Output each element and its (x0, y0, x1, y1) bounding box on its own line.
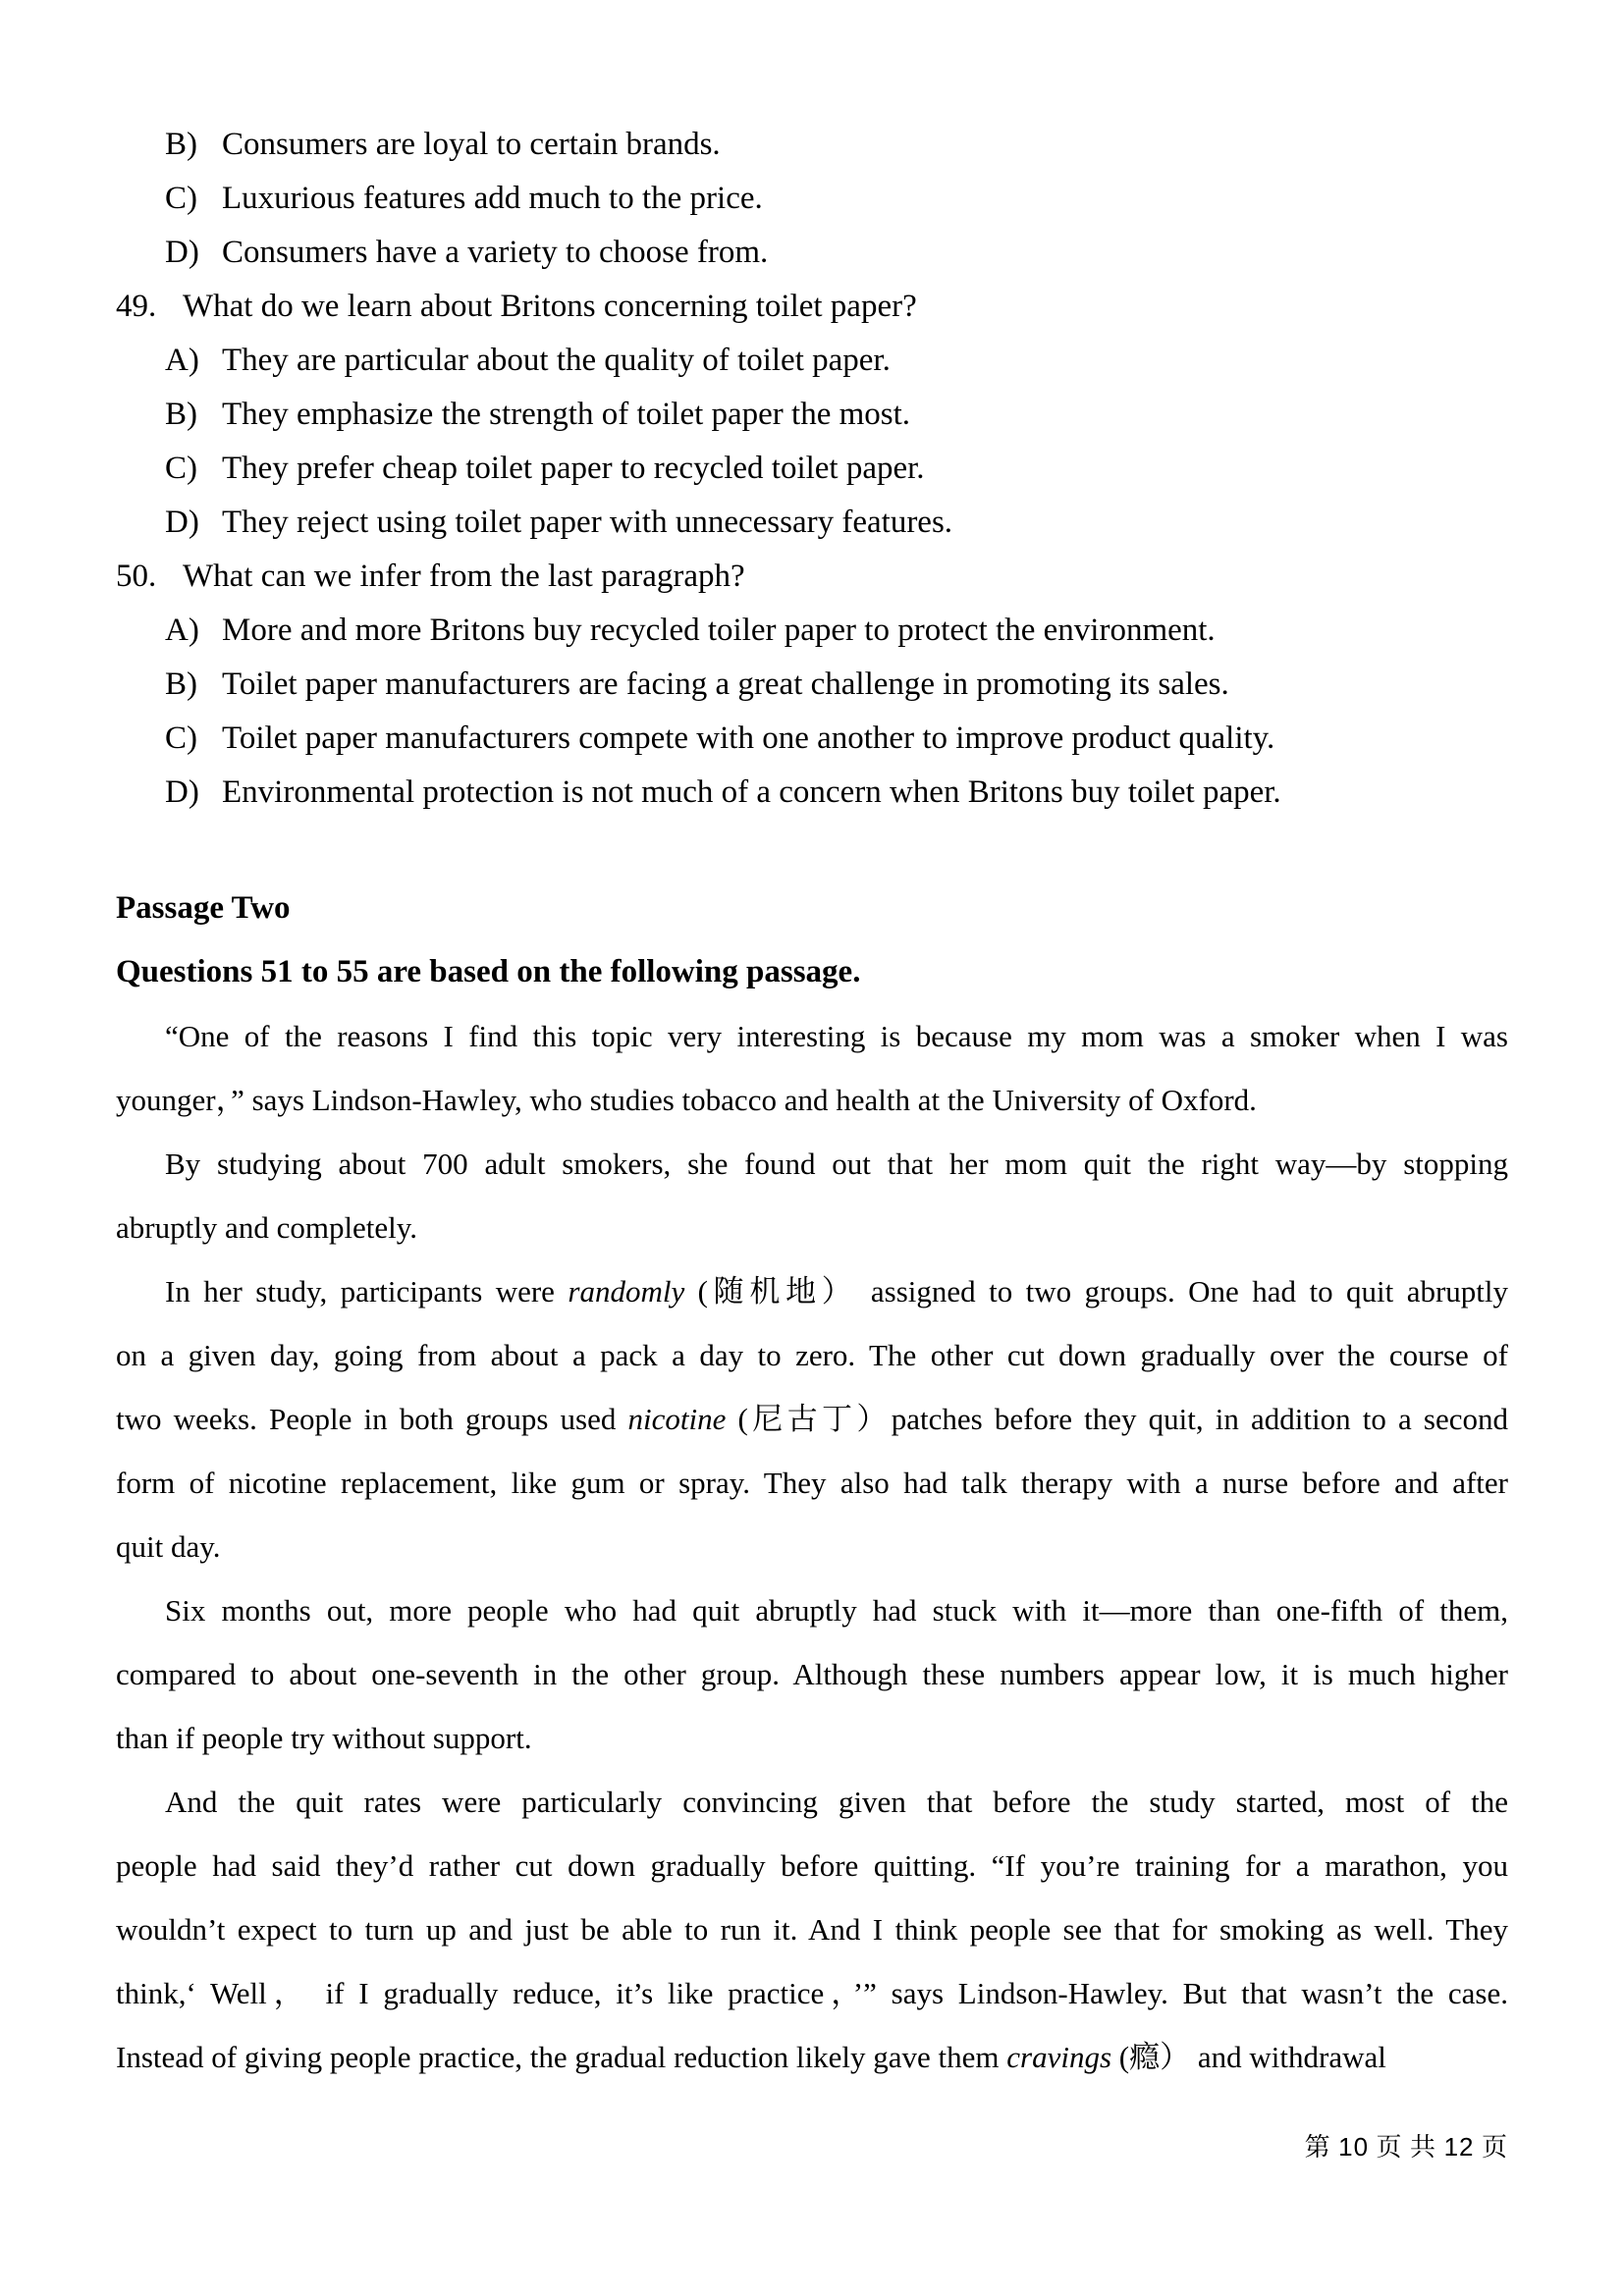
question-option (116, 766, 1508, 820)
page-footer (1305, 2125, 1508, 2169)
question-option (116, 658, 1508, 712)
option-text: They prefer cheap toilet paper to recycled toilet paper. (222, 451, 925, 486)
question-option (116, 496, 1508, 550)
passage-line: abruptly and completely. (116, 1210, 418, 1245)
question-number: 50. (116, 559, 157, 594)
passage-line: wouldn’t expect to turn up and just be able to run it. And I think people see that for smoking as well. They (116, 1912, 1508, 1947)
question-option (116, 226, 1508, 280)
passage-line: on a given day, going from about a pack a day to zero. The other cut down gradually over the course of (116, 1338, 1508, 1372)
question-option (116, 388, 1508, 442)
question-stem (116, 280, 1508, 334)
option-label: B) (165, 397, 197, 432)
italic-term: nicotine (627, 1402, 727, 1436)
option-text: Environmental protection is not much of a concern when Britons buy toilet paper. (222, 774, 1281, 810)
footer-token: 页 (1376, 2133, 1403, 2162)
question-stem (116, 550, 1508, 604)
option-label: A) (165, 613, 199, 648)
option-label: D) (165, 505, 199, 540)
option-text: Luxurious features add much to the price. (222, 181, 763, 216)
question-option (116, 334, 1508, 388)
passage-line: By studying about 700 adult smokers, she found out that her mom quit the right way—by stopping (165, 1147, 1508, 1181)
question-option (116, 118, 1508, 172)
italic-term: cravings (1006, 2040, 1112, 2074)
option-label: A) (165, 343, 199, 378)
question-number: 49. (116, 289, 157, 324)
passage-line: than if people try without support. (116, 1721, 532, 1755)
option-label: B) (165, 667, 197, 702)
questions-list (116, 118, 1508, 820)
passage-line: Six months out, more people who had quit abruptly had stuck with it—more than one-fifth of them, (165, 1593, 1508, 1628)
passage-line: think,‘ Well， if I gradually reduce, it’s like practice，’” says Lindson-Hawley. But that wasn’t the case. (116, 1976, 1508, 2010)
option-label: B) (165, 127, 197, 162)
option-text: Toilet paper manufacturers are facing a great challenge in promoting its sales. (222, 667, 1229, 702)
option-label: D) (165, 235, 199, 270)
passage-line: compared to about one-seventh in the other group. Although these numbers appear low, it is much higher (116, 1657, 1508, 1691)
option-label: C) (165, 721, 197, 756)
footer-token: 12 (1443, 2132, 1475, 2162)
option-label: D) (165, 774, 199, 810)
question-option (116, 442, 1508, 496)
question-text: What can we infer from the last paragraph? (183, 559, 745, 594)
option-text: More and more Britons buy recycled toiler paper to protect the environment. (222, 613, 1216, 648)
footer-token: 页 (1481, 2133, 1508, 2162)
option-text: They reject using toilet paper with unnecessary features. (222, 505, 953, 540)
passage-line: And the quit rates were particularly convincing given that before the study started, most of the (165, 1785, 1508, 1819)
option-label: C) (165, 181, 197, 216)
italic-term: randomly (568, 1274, 685, 1308)
option-text: They emphasize the strength of toilet paper the most. (222, 397, 911, 432)
question-option (116, 712, 1508, 766)
footer-token: 共 (1410, 2133, 1437, 2162)
passage-line: two weeks. People in both groups used nicotine (尼古丁）patches before they quit, in addition to a second (116, 1402, 1508, 1436)
option-text: Consumers are loyal to certain brands. (222, 127, 721, 162)
passage-line: “One of the reasons I find this topic very interesting is because my mom was a smoker when I was (165, 1019, 1508, 1053)
question-option (116, 172, 1508, 226)
footer-token: 10 (1338, 2132, 1370, 2162)
option-text: Toilet paper manufacturers compete with one another to improve product quality. (222, 721, 1275, 756)
question-option (116, 604, 1508, 658)
passage-intro: Questions 51 to 55 are based on the following passage. (116, 954, 861, 989)
option-text: Consumers have a variety to choose from. (222, 235, 769, 270)
question-text: What do we learn about Britons concerning toilet paper? (183, 289, 917, 324)
passage-body (116, 1004, 1508, 2089)
passage-two-heading: Passage Two (116, 890, 291, 926)
footer-token: 第 (1304, 2133, 1331, 2162)
passage-line: younger，” says Lindson-Hawley, who studies tobacco and health at the University of Oxford. (116, 1083, 1257, 1117)
passage-line: Instead of giving people practice, the gradual reduction likely gave them cravings (瘾） and withdrawal (116, 2040, 1386, 2074)
option-text: They are particular about the quality of toilet paper. (222, 343, 891, 378)
passage-line: form of nicotine replacement, like gum or spray. They also had talk therapy with a nurse before and after (116, 1466, 1508, 1500)
option-label: C) (165, 451, 197, 486)
passage-line: people had said they’d rather cut down gradually before quitting. “If you’re training for a marathon, you (116, 1848, 1508, 1883)
passage-line: quit day. (116, 1529, 221, 1564)
passage-line: In her study, participants were randomly (随机地） assigned to two groups. One had to quit abruptly (165, 1274, 1508, 1308)
